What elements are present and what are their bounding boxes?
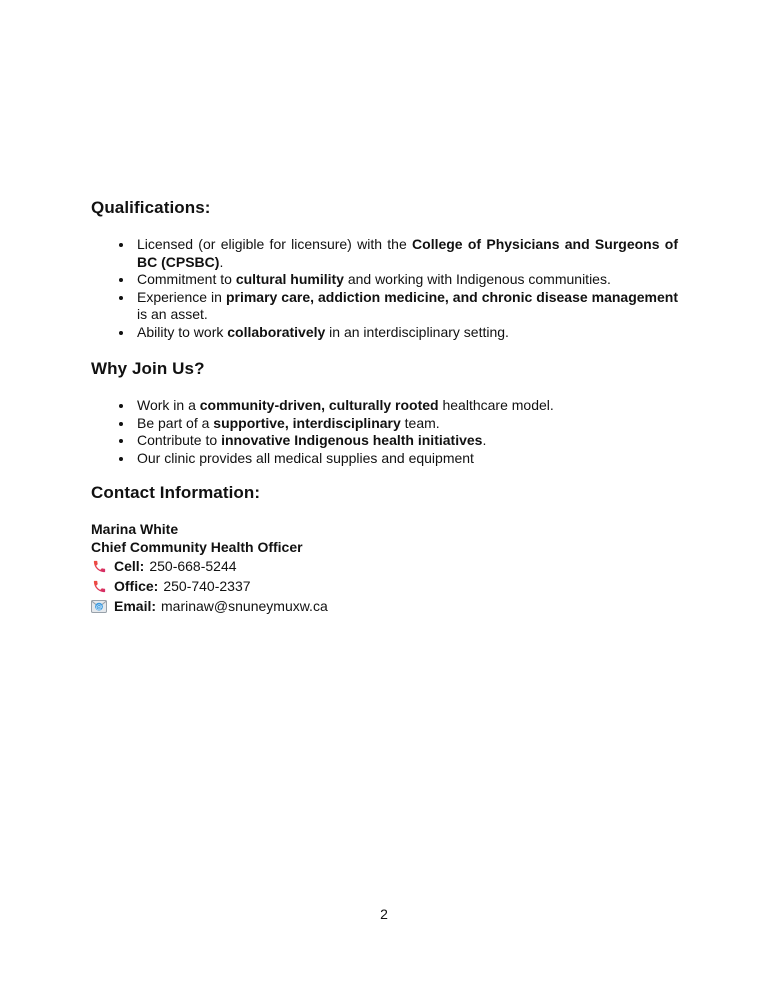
list-item: Our clinic provides all medical supplies and equipment: [91, 450, 678, 468]
page-number: 2: [380, 906, 388, 922]
list-item: Licensed (or eligible for licensure) with the College of Physicians and Surgeons of BC (CPSBC).: [91, 236, 678, 271]
phone-icon: [91, 559, 107, 574]
contact-block: [91, 520, 678, 616]
contact-cell-value: 250-668-5244: [149, 558, 237, 574]
email-icon: [91, 600, 107, 613]
qualifications-heading: Qualifications:: [91, 198, 211, 217]
contact-name: Marina White: [91, 521, 179, 537]
list-item: Experience in primary care, addiction medicine, and chronic disease management is an asset.: [91, 289, 678, 324]
contact-office-label: Office:: [114, 578, 159, 594]
list-item: Work in a community-driven, culturally rooted healthcare model.: [91, 397, 678, 415]
phone-icon: [91, 579, 107, 594]
why-join-heading: Why Join Us?: [91, 359, 205, 378]
contact-email-label: Email:: [114, 598, 157, 614]
contact-cell-line: [91, 556, 678, 576]
qualifications-list: [91, 236, 678, 341]
contact-email-line: [91, 596, 678, 616]
list-item: Be part of a supportive, interdisciplinary team.: [91, 415, 678, 433]
contact-cell-label: Cell:: [114, 558, 145, 574]
contact-office-value: 250-740-2337: [163, 578, 251, 594]
why-join-list: [91, 397, 678, 467]
contact-office-line: [91, 576, 678, 596]
list-item: Contribute to innovative Indigenous health initiatives.: [91, 432, 678, 450]
document-content: [91, 197, 678, 616]
list-item: Ability to work collaboratively in an interdisciplinary setting.: [91, 324, 678, 342]
contact-title: Chief Community Health Officer: [91, 539, 303, 555]
contact-heading: Contact Information:: [91, 483, 261, 502]
list-item: Commitment to cultural humility and working with Indigenous communities.: [91, 271, 678, 289]
contact-email-value: marinaw@snuneymuxw.ca: [161, 598, 328, 614]
svg-text:@: @: [95, 602, 103, 611]
